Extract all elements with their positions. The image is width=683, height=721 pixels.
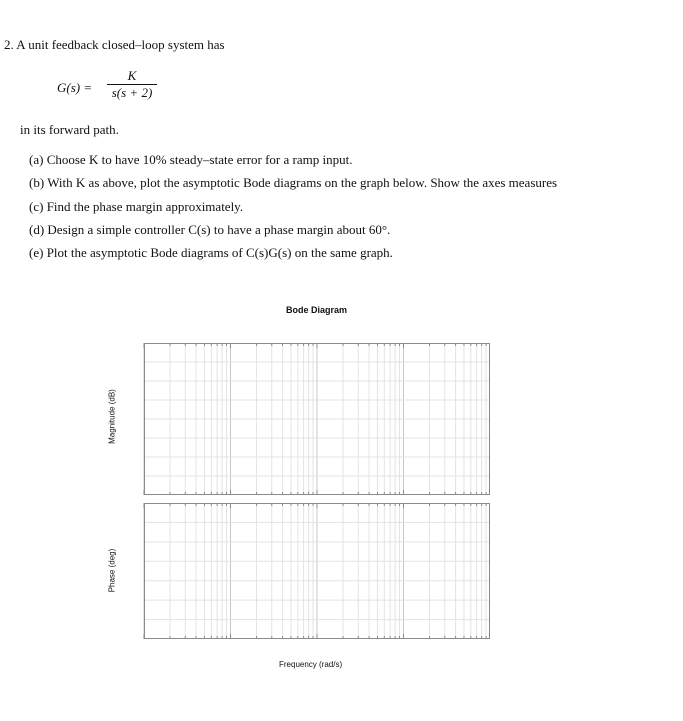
phase-plot — [144, 503, 490, 639]
part-a — [29, 152, 352, 168]
part-b — [29, 175, 557, 191]
forward-path-text: in its forward path. — [20, 122, 119, 137]
problem-number: 2. — [4, 37, 14, 52]
part-d — [29, 222, 390, 238]
part-text: With K as above, plot the asymptotic Bode diagrams on the graph below. Show the axes measures — [47, 175, 558, 190]
part-label: (e) — [29, 245, 44, 260]
problem-intro: A unit feedback closed–loop system has — [16, 37, 225, 52]
part-text: Find the phase margin approximately. — [46, 199, 244, 214]
tf-denominator: s(s + 2) — [111, 85, 153, 100]
chart-title: Bode Diagram — [286, 305, 348, 315]
problem-heading — [4, 37, 225, 53]
part-text: Design a simple controller C(s) to have a phase margin about 60°. — [47, 222, 391, 237]
part-text: Plot the asymptotic Bode diagrams of C(s)G(s) on the same graph. — [46, 245, 393, 260]
tf-numerator: K — [127, 68, 137, 83]
transfer-function-lhs: G(s) = — [57, 80, 93, 95]
part-label: (b) — [29, 175, 45, 190]
part-e — [29, 245, 393, 261]
part-label: (d) — [29, 222, 45, 237]
magnitude-axis-label: Magnitude (dB) — [107, 389, 117, 444]
frequency-axis-label: Frequency (rad/s) — [279, 660, 343, 669]
transfer-function-fraction — [107, 68, 157, 101]
magnitude-plot — [144, 343, 490, 495]
part-label: (a) — [29, 152, 44, 167]
part-text: Choose K to have 10% steady–state error for a ramp input. — [46, 152, 353, 167]
part-label: (c) — [29, 199, 44, 214]
part-c — [29, 199, 243, 215]
phase-axis-label: Phase (deg) — [107, 548, 117, 593]
